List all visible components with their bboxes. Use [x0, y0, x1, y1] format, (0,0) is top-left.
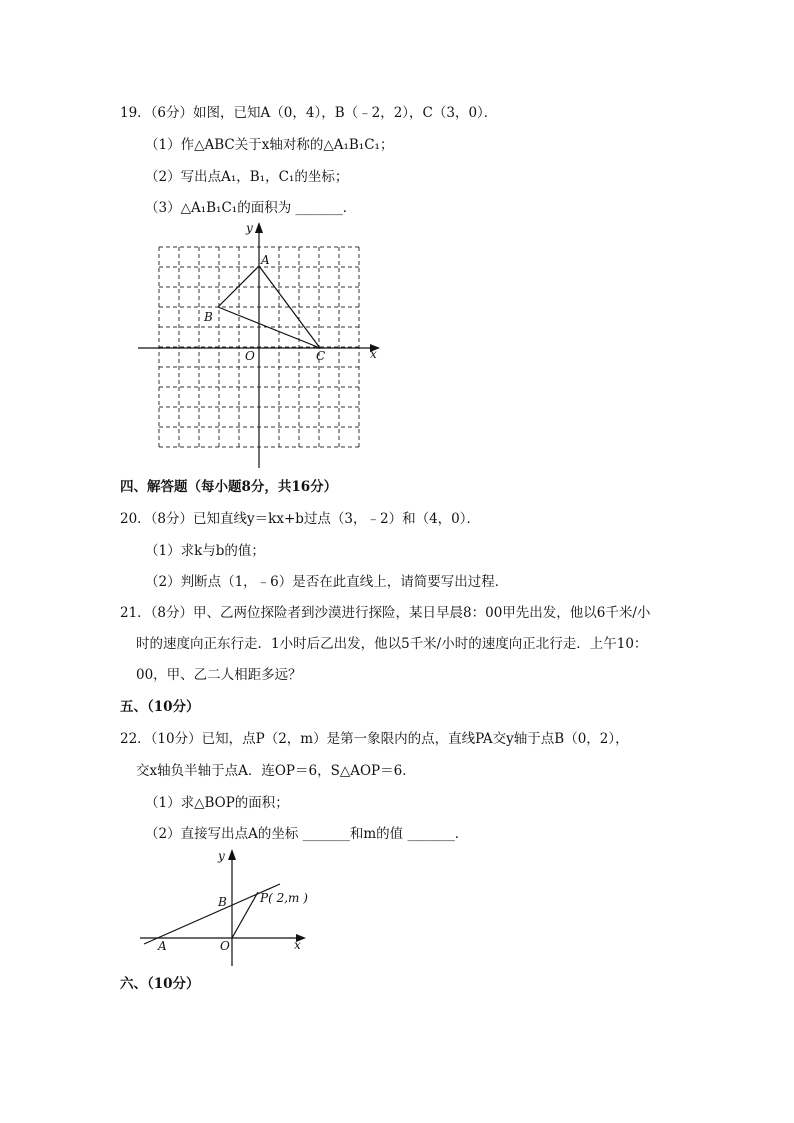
q22-figure — [130, 846, 320, 968]
point-b-label: B — [218, 895, 227, 909]
point-p-label: P( 2,m ) — [260, 891, 308, 905]
section4-heading: 四、解答题（每小题8分，共16分） — [120, 479, 338, 495]
point-b-label: B — [204, 310, 213, 324]
x-axis-label: x — [294, 938, 301, 952]
point-a-label: A — [158, 939, 167, 953]
section5-heading: 五、（10分） — [120, 699, 200, 715]
y-axis-arrow — [255, 222, 263, 233]
q20-part2: （2）判断点（1，﹣6）是否在此直线上，请简要写出过程． — [145, 574, 509, 590]
point-c-label: C — [316, 349, 326, 363]
point-a-label: A — [261, 253, 270, 267]
y-axis-arrow — [228, 849, 236, 860]
origin-label: O — [245, 349, 255, 363]
q20-part1: （1）求k与b的值； — [145, 543, 265, 559]
q22-line2: 交x轴负半轴于点A．连OP＝6，S△AOP＝6． — [136, 763, 416, 779]
q21-line3: 00，甲、乙二人相距多远？ — [136, 667, 302, 683]
q21-line1: 21．（8分）甲、乙两位探险者到沙漠进行探险，某日早晨8：00甲先出发，他以6千米/小 — [120, 605, 651, 621]
y-axis-label: y — [246, 221, 253, 235]
section6-heading: 六、（10分） — [120, 976, 200, 992]
triangle-abc — [218, 266, 320, 348]
origin-label: O — [220, 939, 230, 953]
q19-grid-figure — [130, 220, 390, 472]
q21-line2: 时的速度向正东行走．1小时后乙出发，他以5千米/小时的速度向正北行走．上午10： — [136, 636, 648, 652]
q22-line1: 22．（10分）已知，点P（2，m）是第一象限内的点，直线PA交y轴于点B（0，2）， — [120, 731, 629, 747]
q19-title: 19．（6分）如图，已知A（0，4），B（﹣2，2），C（3，0）． — [120, 105, 498, 121]
x-axis-label: x — [370, 347, 377, 361]
q20-title: 20．（8分）已知直线y＝kx+b过点（3，﹣2）和（4，0）． — [120, 511, 480, 527]
q19-part1: （1）作△ABC关于x轴对称的△A₁B₁C₁； — [145, 137, 394, 153]
q19-part2: （2）写出点A₁，B₁，C₁的坐标； — [145, 169, 349, 185]
q22-part1: （1）求△BOP的面积； — [145, 795, 289, 811]
y-axis-label: y — [218, 849, 225, 863]
q19-part3: （3）△A₁B₁C₁的面积为 _______． — [145, 200, 357, 216]
q22-part2: （2）直接写出点A的坐标 _______和m的值 _______． — [145, 826, 469, 842]
